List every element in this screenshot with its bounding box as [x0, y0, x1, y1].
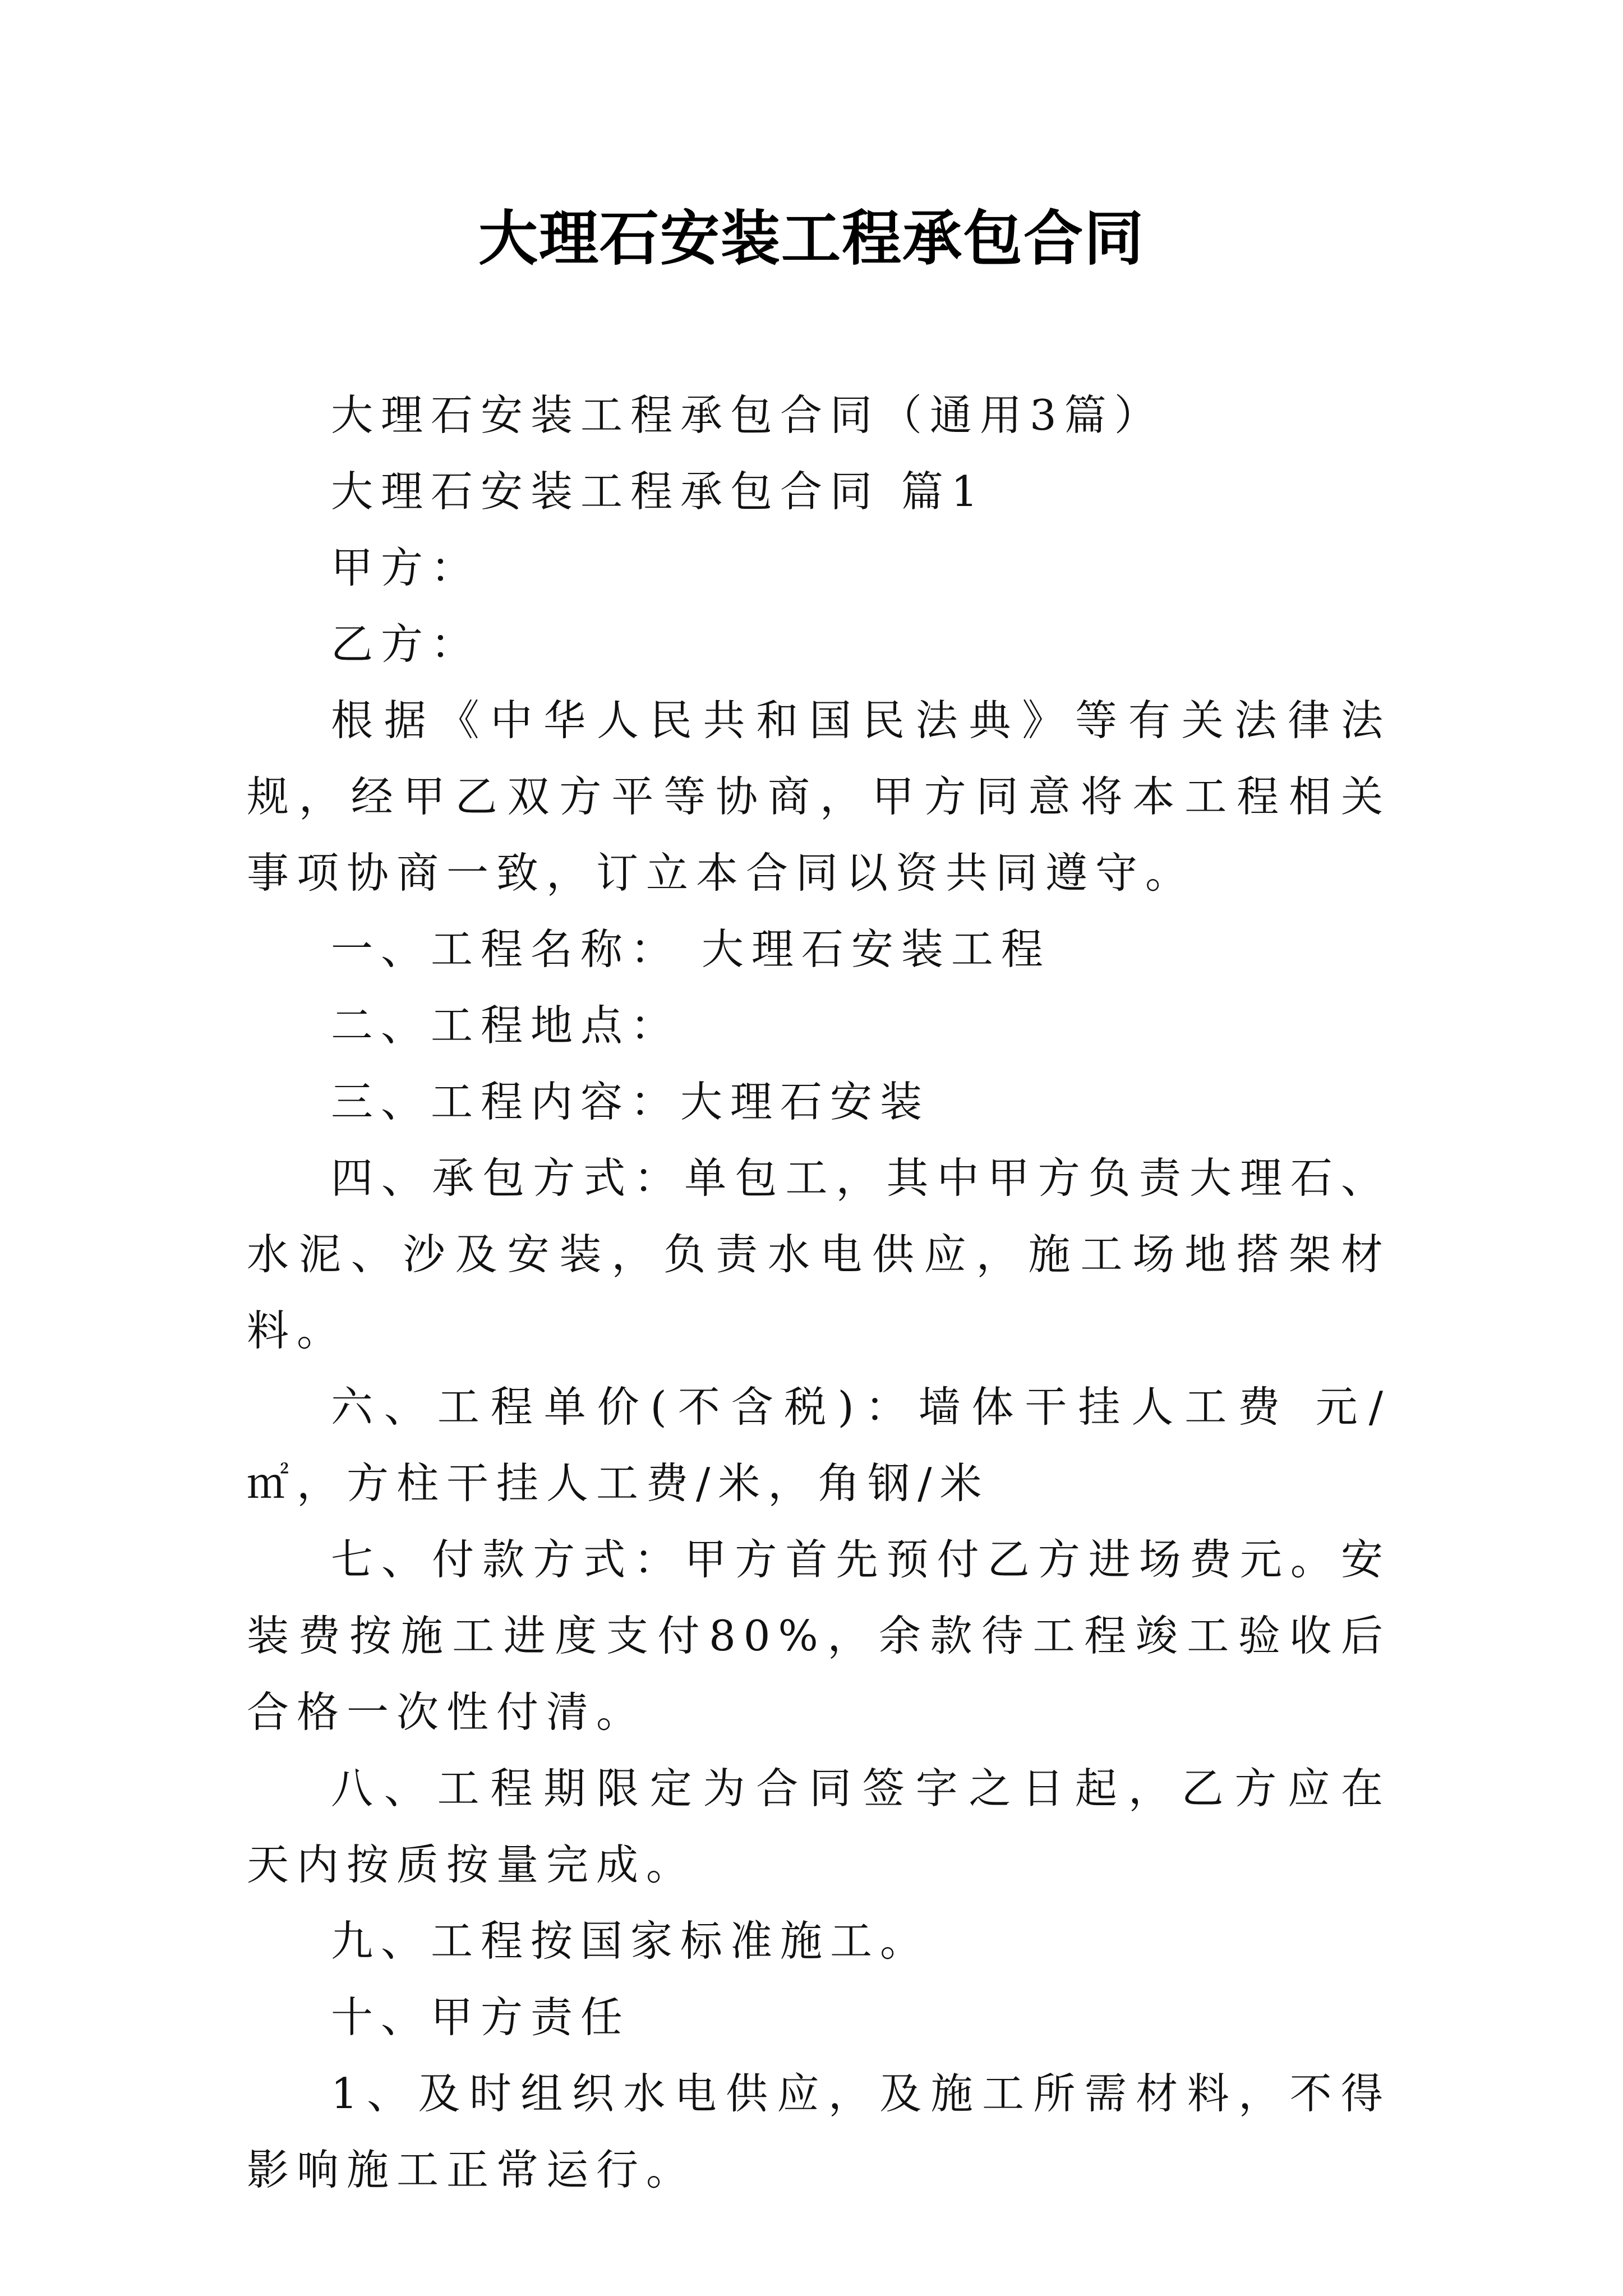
- document-body: [247, 377, 1391, 2208]
- clause-party-a-responsibility: 十、甲方责任: [331, 1993, 631, 2042]
- clause-contract-method: 四、承包方式：单包工，其中甲方负责大理石、水泥、沙及安装，负责水电供应，施工场地搭架材料。: [247, 1153, 1391, 1355]
- clause-project-duration: 八、工程期限定为合同签字之日起，乙方应在 天内按质按量完成。: [247, 1764, 1391, 1889]
- clause-payment-method: 七、付款方式：甲方首先预付乙方进场费元。安装费按施工进度支付80%，余款待工程竣工验收后合格一次性付清。: [247, 1535, 1391, 1737]
- clause-item-1: 1、及时组织水电供应，及施工所需材料，不得影响施工正常运行。: [247, 2069, 1391, 2194]
- paragraph-subtitle: 大理石安装工程承包合同（通用3篇）: [331, 390, 1164, 440]
- document-title: 大理石安装工程承包合同: [478, 203, 1145, 273]
- clause-unit-price: 六、工程单价(不含税)：墙体干挂人工费 元/㎡，方柱干挂人工费/米，角钢/米: [247, 1382, 1391, 1508]
- paragraph-party-a: 甲方：: [331, 543, 481, 592]
- paragraph-preamble: 根据《中华人民共和国民法典》等有关法律法规，经甲乙双方平等协商，甲方同意将本工程相关事项协商一致，订立本合同以资共同遵守。: [247, 696, 1391, 898]
- paragraph-part-heading: 大理石安装工程承包合同 篇1: [331, 467, 986, 516]
- clause-project-name: 一、工程名称： 大理石安装工程: [331, 924, 1051, 974]
- clause-project-content: 三、工程内容：大理石安装: [331, 1077, 930, 1126]
- clause-project-location: 二、工程地点：: [331, 1001, 681, 1050]
- paragraph-party-b: 乙方：: [331, 619, 481, 669]
- clause-standard: 九、工程按国家标准施工。: [331, 1916, 930, 1966]
